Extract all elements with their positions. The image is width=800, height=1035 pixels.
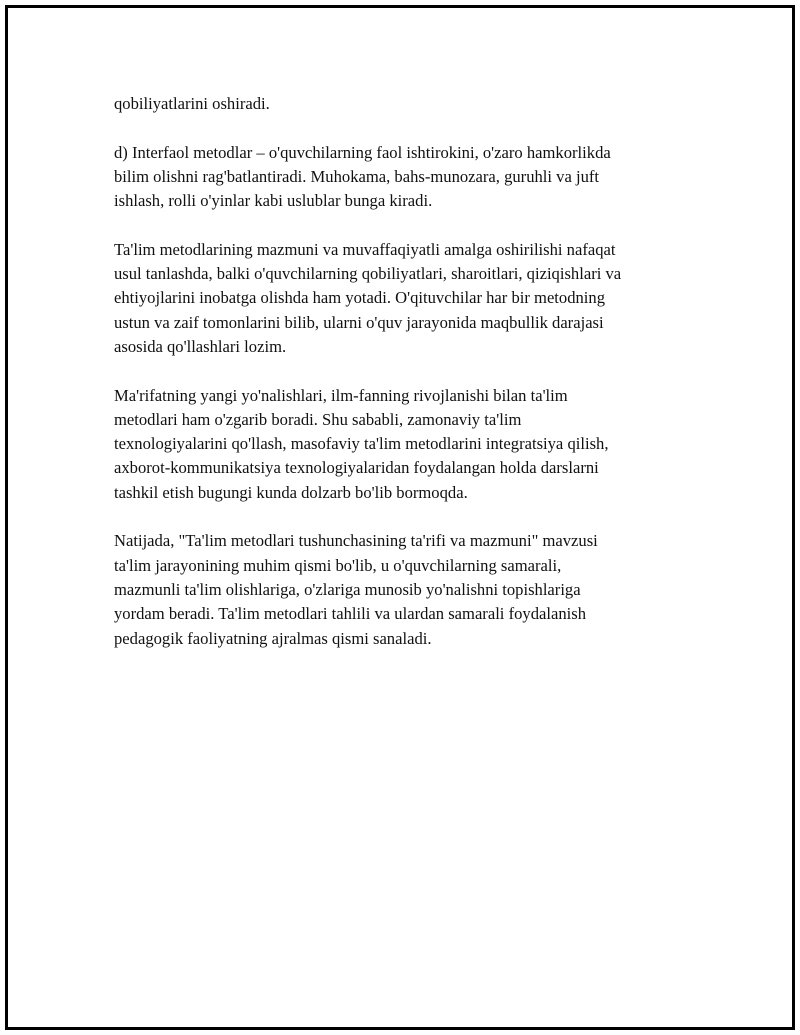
paragraph-continuation — [114, 92, 694, 116]
text-line: ta'lim jarayonining muhim qismi bo'lib, u o'quvchilarning samarali, — [114, 555, 562, 575]
text-line: axborot-kommunikatsiya texnologiyalaridan foydalangan holda darslarni — [114, 458, 599, 478]
text-line: mazmunli ta'lim olishlariga, o'zlariga munosib yo'nalishni topishlariga — [114, 579, 581, 599]
text-line: Ta'lim metodlarining mazmuni va muvaffaqiyatli amalga oshirilishi nafaqat — [114, 239, 616, 259]
text-line: asosida qo'llashlari lozim. — [114, 336, 287, 356]
text-line: ehtiyojlarini inobatga olishda ham yotadi. O'qituvchilar har bir metodning — [114, 288, 606, 308]
document-body — [114, 92, 694, 675]
text-line: pedagogik faoliyatning ajralmas qismi sanaladi. — [114, 628, 432, 648]
text-line: ustun va zaif tomonlarini bilib, ularni o'quv jarayonida maqbullik darajasi — [114, 312, 604, 332]
text-line: Natijada, "Ta'lim metodlari tushunchasining ta'rifi va mazmuni" mavzusi — [114, 531, 598, 551]
paragraph-conclusion — [114, 529, 694, 650]
text-line: usul tanlashda, balki o'quvchilarning qobiliyatlari, sharoitlari, qiziqishlari va — [114, 264, 622, 284]
text-line: ishlash, rolli o'yinlar kabi uslublar bunga kiradi. — [114, 191, 433, 211]
text-line: texnologiyalarini qo'llash, masofaviy ta'lim metodlarini integratsiya qilish, — [114, 434, 609, 454]
paragraph-new-directions — [114, 384, 694, 505]
text-line: tashkil etish bugungi kunda dolzarb bo'lib bormoqda. — [114, 482, 468, 502]
text-line: d) Interfaol metodlar – o'quvchilarning faol ishtirokini, o'zaro hamkorlikda — [114, 142, 611, 162]
text-line: qobiliyatlarini oshiradi. — [114, 94, 270, 113]
text-line: yordam beradi. Ta'lim metodlari tahlili va ulardan samarali foydalanish — [114, 604, 586, 624]
text-line: Ma'rifatning yangi yo'nalishlari, ilm-fanning rivojlanishi bilan ta'lim — [114, 385, 568, 405]
paragraph-method-content — [114, 238, 694, 359]
paragraph-interactive-methods — [114, 141, 694, 214]
text-line: metodlari ham o'zgarib boradi. Shu sababli, zamonaviy ta'lim — [114, 409, 522, 429]
text-line: bilim olishni rag'batlantiradi. Muhokama, bahs-munozara, guruhli va juft — [114, 166, 600, 186]
